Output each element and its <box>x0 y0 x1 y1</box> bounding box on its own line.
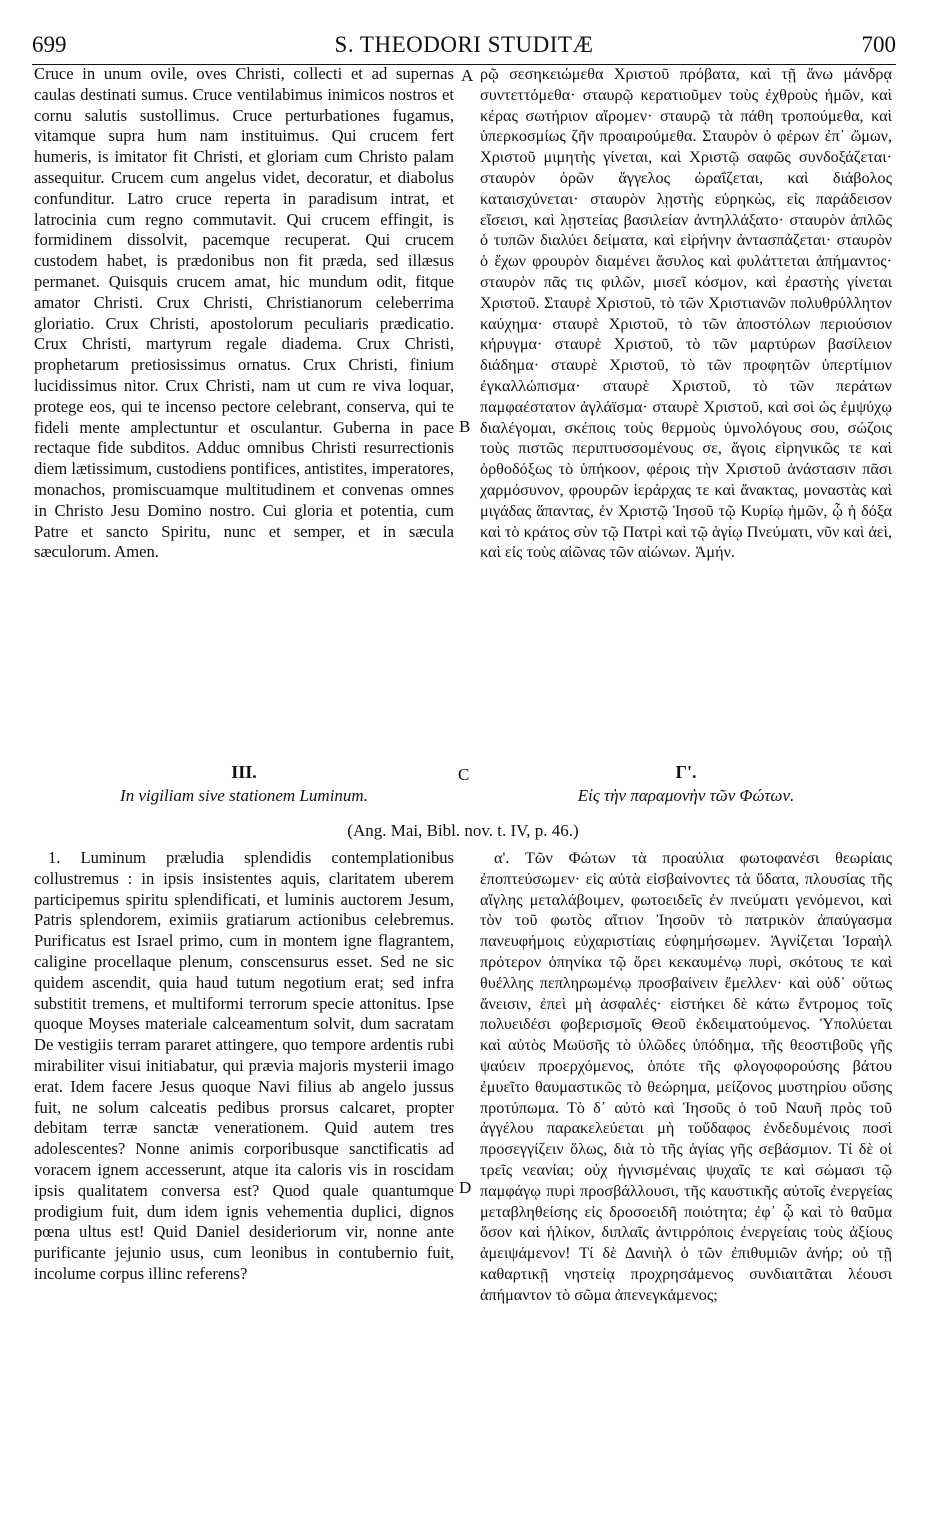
latin-column-top <box>34 64 454 563</box>
margin-mark-c: C <box>458 765 470 784</box>
latin-column-bottom <box>34 848 454 1285</box>
page-number-left: 699 <box>32 32 67 57</box>
greek-column-top <box>480 64 892 563</box>
greek-column-bottom <box>480 848 892 1306</box>
greek-paragraph-top: ρῷ σεσηκειώμεθα Χριστοῦ πρόβατα, καὶ τῇ ἄνω μάνδρᾳ συντεττόμεθα· σταυρῷ κερατιοῦμεν τοὺς ἐχθροὺς ἡμῶν, καὶ κέρας σωτήριον αἴρομεν· σταυρῷ τὰ πάθη τροπούμεθα, καὶ ὑπερκοσμίως ζῆν προαιρούμεθα. Σταυρὸν ὁ φέρων ἐπ᾽ ὤμων, Χριστοῦ μιμητὴς γίνεται, καὶ Χριστῷ σαφῶς συνδοξάζεται· σταυρὸν ὁρῶν ἄγγελος ὡραΐζεται, καὶ διάβολος καταισχύνεται· σταυρὸν λῃστὴς εὑρηκὼς, εἰς παράδεισον εἴσεισι, καὶ λῃστείας βασιλείαν ἀντηλλάξατο· σταυρὸν ἁπλῶς ὁ τυπῶν διαλύει δείματα, καὶ εἰρήνην ἀντασπάζεται· σταυρὸν ὁ ἔχων φρουρὸν διαμένει ἄσυλος καὶ φυλάττεται ἀπήμαντος· σταυρὸν πᾶς τις φιλῶν, μισεῖ κόσμον, καὶ ἐραστὴς γίνεται Χριστοῦ. Σταυρὲ Χριστοῦ, τὸ τῶν Χριστιανῶν πολυθρύλλητον καύχημα· σταυρὲ Χριστοῦ, τὸ τῶν ἀποστόλων περιούσιον κήρυγμα· σταυρὲ Χριστοῦ, τὸ τῶν μαρτύρων βασίλειον διάδημα· σταυρὲ Χριστοῦ, τὸ τῶν προφητῶν ὑπερτίμιον ἐγκαλλώπισμα· σταυρὲ Χριστοῦ, τὸ τῶν περάτων παμφαέστατον ἀγλάϊσμα· σταυρὲ Χριστοῦ, καὶ σοὶ ὡς ἐμψύχῳ διαλέγομαι, σκέποις τοὺς θερμοὺς ὑμνολόγους σου, σώζοις τοὺς πιστῶς περιπτυσσομένους σε, ἄγοις εἰρηνικῶς τε καὶ ὀρθοδόξως τὸ ὑπήκοον, φέροις τὴν Χριστοῦ ἀνάστασιν πᾶσι χαρμόσυνον, φρουρῶν ἱεράρχας τε καὶ ἄνακτας, μοναστὰς καὶ μιγάδας ἅπαντας, ἐν Χριστῷ Ἰησοῦ τῷ Κυρίῳ ἡμῶν, ᾧ ἡ δόξα καὶ τὸ κράτος σὺν τῷ Πατρὶ καὶ τῷ ἁγίῳ Πνεύματι, νῦν καὶ ἀεὶ, καὶ εἰς τοὺς αἰῶνας τῶν αἰώνων. Ἀμήν. <box>480 65 892 562</box>
latin-paragraph-bottom: 1. Luminum præludia splendidis contemplationibus collustremus : in ipsis insistentes aquis, claritatem uberem participemus spiritu splendificati, et luminis auctorem Jesum, Patris splendorem, eximiis gratiarum actionibus celebremus. Purificatus est Israel primo, cum in montem igne flagrantem, caligine procellaque plenum, conscensurus esset. Sed ne sic quidem ascendit, quia haud tutum negotium erat; sed infra substitit tremens, et multiformi terrorum specie attonitus. Ipse quoque Moyses materiale calceamentum solvit, dum sacratam De vestigiis terram pararet attingere, quo tempore ardentis rubi mirabiliter visui initiabatur, qui prævia majoris mysterii imago erat. Idem facere Jesus quoque Navi filius ab angelo jussus fuit, ne solum calceatis pedibus prorsus calcaret, propter debitam terræ sanctæ venerationem. Quid autem tres adolescentes? Nonne animis corporibusque sanctificatis ad voracem ignem accesserunt, atque ita caloris vis in roscidam ipsis qualitatem conversa est? Quod quale quantumque prodigium fuit, dum idem ignis vehementia duplici, dignos pœna ultus est! Quid Daniel desideriorum vir, nonne ante purificante jejunio usus, cum leonibus in contubernio fuit, incolume corpus illinc referens? <box>34 848 454 1283</box>
margin-mark-a: A <box>461 66 474 85</box>
latin-section-number: III. <box>231 762 257 782</box>
margin-mark-b: B <box>459 417 471 436</box>
running-title: S. THEODORI STUDITÆ <box>334 32 594 57</box>
greek-paragraph-bottom: α'. Τῶν Φώτων τὰ προαύλια φωτοφανέσι θεωρίαις ἐποπτεύσωμεν· εἰς αὐτὰ εἰσβαίνοντες τὰ ὕδατα, πλουσίας τῆς αἴγλης μεταλάβοιμεν, φωτοειδεῖς ἐν πνεύματι γενόμενοι, καὶ τὸν τοῦ φωτὸς αἴτιον Ἰησοῦν τὸ πατρικὸν ἀπαύγασμα πανευφήμοις εὐχαριστίαις εὐφημήσωμεν. Ἁγνίζεται Ἰσραὴλ πρότερον ὁπηνίκα τῷ ὄρει κεκαυμένῳ πυρὶ, σκότους τε καὶ θυέλλης πεπληρωμένῳ προσβαίνειν ἔμελλεν· καὶ οὐδ᾽ οὕτως ἄνεισιν, ἐπεὶ μὴ ἀσφαλές· εἱστήκει δὲ κάτω ἔντρομος τοῖς πολυειδέσι φοβερισμοῖς Θεοῦ ἐκδειματούμενος. Ὑπολύεται καὶ αὐτὸς Μωϋσῆς τὸ ὑλῶδες ὑπόδημα, τῆς θεοστιβοῦς γῆς ψαύειν προερχόμενος, ὁπότε τῆς φλογοφορούσης βάτου ἐμυεῖτο θαυμαστικῶς τὸ θεώρημα, μείζονος μυστηρίου οὔσης προτύπωμα. Τὸ δ᾽ αὐτὸ καὶ Ἰησοῦς ὁ τοῦ Ναυῆ πρὸς τοῦ ἀγγέλου παρακελεύεται μὴ τοὔδαφος ἐνδεδυμένοις ποσὶ προσεγγίζειν ὅλως, διὰ τὸ τῆς ἁγίας γῆς σεβάσμιον. Τί δὲ οἱ τρεῖς νεανίαι; οὐχ ἡγνισμέναις ψυχαῖς τε καὶ σώμασι τῷ παμφάγῳ πυρὶ προσβάλλουσι, τῆς καυστικῆς αὐτοῖς ἐνεργείας μεταβληθείσης εἰς δροσοειδῆ ποιότητα; ἐφ᾽ ᾧ καὶ τὸ θαῦμα ὅσον καὶ ἡλίκον, διπλαῖς ἀντιρρόποις ἐνεργείαις τοὺς ἀξίους ἀμειψάμενον! Τί δὲ Δανιὴλ ὁ τῶν ἐπιθυμιῶν ἀνήρ; οὐ τῇ καθαρτικῇ νηστείᾳ προχρησάμενος συνδιαιτᾶται λέουσι ἀπήμαντον τὸ σῶμα ἀπενεγκάμενος; <box>480 849 892 1304</box>
greek-section-number: Γ'. <box>675 762 697 782</box>
source-citation: (Ang. Mai, Bibl. nov. t. IV, p. 46.) <box>347 821 579 840</box>
latin-paragraph-top: Cruce in unum ovile, oves Christi, collecti et ad supernas caulas destinati sumus. Cruce ventilabimus inimicos nostros et cornu salutis sustollimus. Cruce perturbationes fugamus, vitamque supra hum nam instituimus. Qui crucem fert humeris, is imitator fit Christi, et gloriam cum Christo palam assequitur. Crucem cum angelus videt, decoratur, et diabolus confunditur. Latro cruce reperta in paradisum intrat, et latrocinia cum regno commutavit. Qui crucem effingit, is formidinem dissolvit, pacemque recuperat. Qui crucem custodem habet, is prædonibus non fit præda, sed illæsus permanet. Quisquis crucem amat, hic mundum odit, fitque amator Christi. Crux Christi, Christianorum celeberrima gloriatio. Crux Christi, apostolorum peculiaris prædicatio. Crux Christi, martyrum regale diadema. Crux Christi, prophetarum pretiosissimus ornatus. Crux Christi, finium lucidissimus nitor. Crux Christi, nam ut cum re viva loquar, protege eos, qui te incenso pectore celebrant, conserva, qui te fideli mente amplectuntur et osculantur. Guberna in pace rectaque fide subditos. Adduc omnibus Christi resurrectionis diem lætissimum, custodiens pontifices, antistites, imperatores, monachos, promiscuamque multitudinem et convenas omnes in Christo Jesu Domino nostro. Cui gloria et potentia, cum Patre et sancto Spiritu, nunc et semper, et in sæcula sæculorum. Amen. <box>34 64 454 562</box>
page-number-right: 700 <box>861 32 896 57</box>
running-header <box>32 30 896 65</box>
latin-section-title: In vigiliam sive stationem Luminum. <box>120 786 368 805</box>
margin-mark-d: D <box>459 1178 472 1197</box>
greek-section-title: Εἰς τὴν παραμονὴν τῶν Φώτων. <box>577 786 795 805</box>
